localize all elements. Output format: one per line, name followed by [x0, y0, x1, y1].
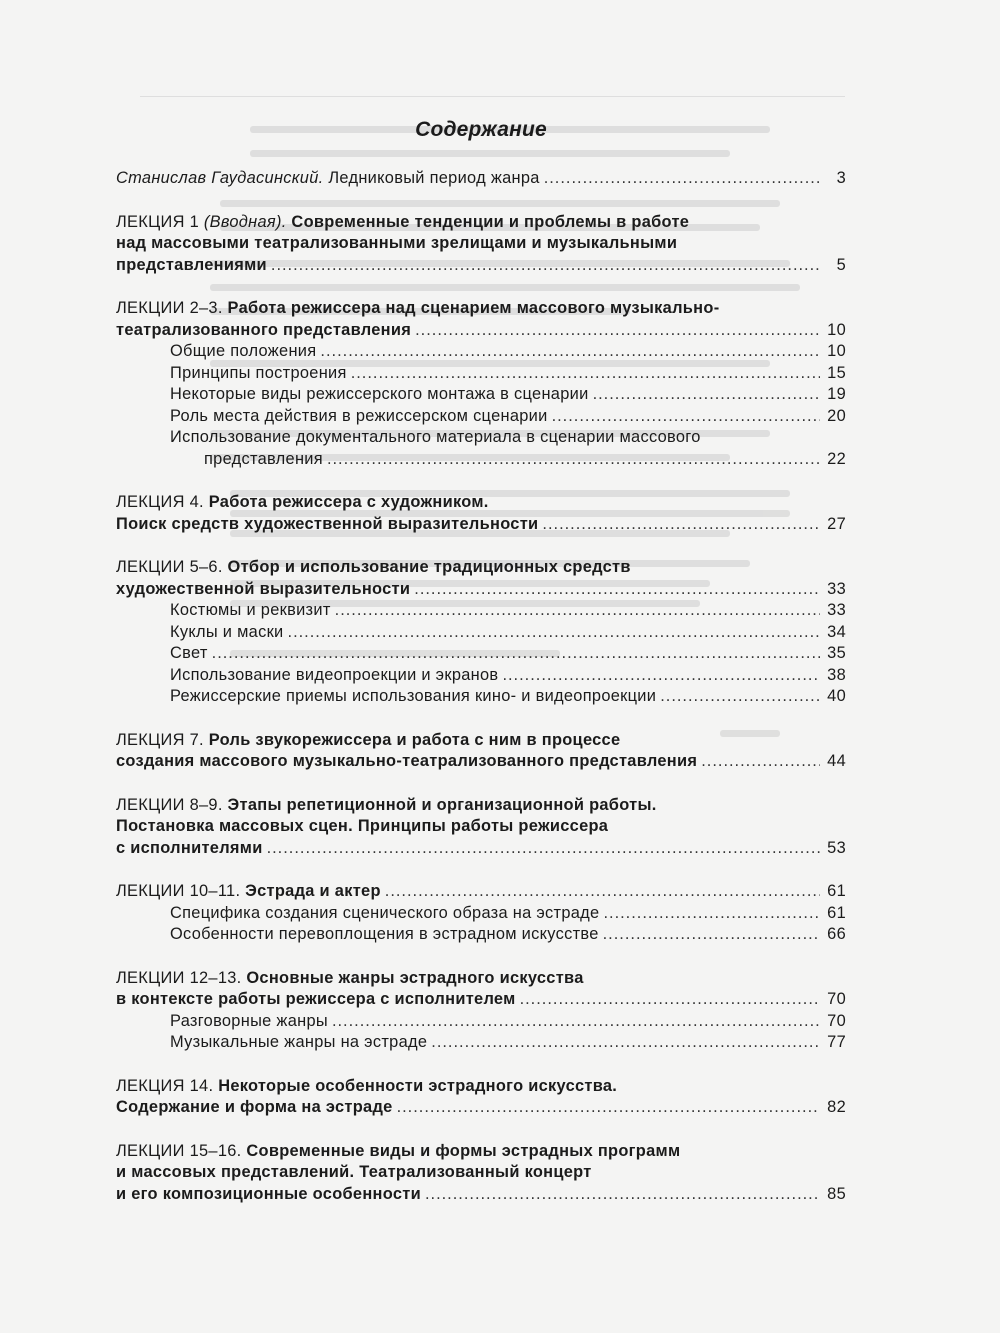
page-number: 19 [827, 385, 846, 403]
page-number: 66 [827, 925, 846, 943]
subentry-text: Особенности перевоплощения в эстрадном искусстве [170, 925, 599, 943]
dot-leader [414, 579, 820, 601]
page-number: 35 [827, 644, 846, 662]
toc-title: Содержание [415, 118, 547, 141]
page-number: 10 [827, 342, 846, 360]
lecture-label: ЛЕКЦИЯ 14. [116, 1076, 219, 1095]
dot-leader [502, 665, 820, 687]
toc-entry [116, 298, 846, 470]
toc-entry-line [116, 838, 846, 860]
page-number: 33 [827, 579, 846, 598]
subentry-text: Использование видеопроекции и экранов [170, 665, 499, 684]
toc-subentry [116, 363, 846, 385]
toc-entry-line [116, 233, 846, 255]
toc-entry-line [116, 989, 846, 1011]
subentry-text: Некоторые виды режиссерского монтажа в сценарии [170, 385, 589, 403]
page-number: 77 [827, 1033, 846, 1051]
toc-entry-text [116, 514, 538, 536]
page-number: 61 [827, 903, 846, 922]
subentry-text: Специфика создания сценического образа на эстраде [170, 903, 600, 922]
lecture-label: ЛЕКЦИИ 10–11. [116, 882, 246, 900]
toc-subentry [116, 449, 846, 471]
lecture-label: ЛЕКЦИИ 12–13. [116, 968, 247, 987]
toc-subentry [116, 600, 846, 622]
dot-leader [351, 363, 820, 385]
dot-leader [520, 989, 820, 1011]
dot-leader [271, 255, 820, 277]
toc-entry-line [116, 795, 846, 817]
subentry-text: Куклы и маски [170, 622, 284, 641]
page-number: 20 [827, 406, 846, 425]
entry-title: с исполнителями [116, 838, 263, 857]
toc-entry-line [116, 730, 846, 752]
dot-leader [397, 1097, 820, 1119]
entry-title: Некоторые особенности эстрадного искусства. [218, 1076, 618, 1095]
toc-entry-text [116, 838, 263, 860]
lecture-label: ЛЕКЦИИ 2–3. [116, 299, 228, 317]
italic-text: Станислав Гаудасинский. [116, 169, 324, 187]
dot-leader [431, 1032, 820, 1054]
toc-entry-text [116, 751, 697, 773]
dot-leader [415, 320, 820, 342]
toc-entry-text [116, 989, 516, 1011]
dot-leader [335, 600, 820, 622]
dot-leader [660, 686, 820, 708]
toc-entry-line [116, 298, 846, 320]
toc-entry-text [116, 320, 411, 342]
toc-subentry [116, 384, 846, 406]
dot-leader [332, 1011, 820, 1033]
dot-leader [603, 903, 820, 925]
entry-title: Этапы репетиционной и организационной работы. [227, 795, 657, 814]
entry-text: Ледниковый период жанра [323, 169, 540, 187]
toc-entry-text [116, 233, 677, 255]
toc-subentry [116, 903, 846, 925]
dot-leader [267, 838, 820, 860]
entry-title: художественной выразительности [116, 579, 411, 598]
toc-entry [116, 730, 846, 773]
lecture-label: ЛЕКЦИИ 15–16. [116, 1141, 247, 1160]
toc-entry-line [116, 1076, 846, 1098]
toc-subentry [116, 622, 846, 644]
toc-entry-text [116, 881, 381, 903]
lecture-label: ЛЕКЦИЯ 1 [116, 212, 204, 231]
toc-entry-line [116, 751, 846, 773]
entry-title: Поиск средств художественной выразительности [116, 514, 539, 533]
toc-entry-line [116, 816, 846, 838]
dot-leader [385, 881, 820, 903]
toc-entry [116, 968, 846, 1054]
subentry-text: Общие положения [170, 342, 317, 360]
entry-title: Современные тенденции и проблемы в работе [286, 212, 690, 231]
toc-entry [116, 492, 846, 535]
page-number: 5 [836, 255, 846, 274]
entry-title: Отбор и использование традиционных средств [227, 558, 631, 576]
subentry-text: Музыкальные жанры на эстраде [170, 1033, 428, 1051]
subentry-text: Использование документального материала в сценарии массового [170, 428, 701, 446]
entry-title: в контексте работы режиссера с исполнителем [116, 990, 516, 1008]
toc-subentry [116, 406, 846, 428]
dot-leader [288, 622, 820, 644]
toc-entry [116, 795, 846, 860]
toc-entry-text [116, 298, 719, 320]
toc-entry [116, 1076, 846, 1119]
page-number: 40 [827, 687, 846, 705]
toc-entry-text [116, 795, 657, 817]
italic-text: (Вводная). [203, 212, 287, 231]
toc-subentry [116, 341, 846, 363]
entry-title: Постановка массовых сцен. Принципы работы режиссера [116, 817, 609, 835]
dot-leader [593, 384, 820, 406]
toc-entry-text [116, 255, 267, 277]
dot-leader [544, 168, 820, 190]
entry-title: и массовых представлений. Театрализованный концерт [116, 1163, 592, 1181]
page-number: 53 [827, 838, 846, 857]
page-number: 34 [827, 622, 846, 641]
toc-entry-text [116, 579, 410, 601]
toc-entry-line [116, 168, 846, 190]
toc-entry [116, 881, 846, 946]
page-number: 61 [827, 882, 846, 900]
lecture-label: ЛЕКЦИИ 5–6. [116, 558, 228, 576]
page-number: 44 [827, 752, 846, 770]
dot-leader [542, 514, 820, 536]
entry-title: Работа режиссера с художником. [208, 493, 489, 511]
entry-title: Эстрада и актер [245, 882, 381, 900]
toc-subentry [116, 665, 846, 687]
toc-entry-text [116, 212, 689, 234]
toc-entry-text [116, 1076, 617, 1098]
dot-leader [425, 1184, 820, 1206]
subentry-text: представления [204, 449, 323, 468]
subentry-text: Костюмы и реквизит [170, 601, 331, 619]
toc-entries [116, 168, 846, 1205]
page-number: 70 [827, 1011, 846, 1030]
table-of-contents [116, 118, 846, 1227]
toc-entry-line [116, 492, 846, 514]
dot-leader [327, 449, 820, 471]
toc-subentry [116, 1032, 846, 1054]
entry-title: Роль звукорежиссера и работа с ним в процессе [208, 730, 621, 749]
page-number: 10 [827, 320, 846, 339]
toc-entry-text [116, 1162, 592, 1184]
entry-title: Содержание и форма на эстраде [116, 1098, 393, 1116]
toc-entry-text [116, 730, 620, 752]
entry-title: над массовыми театрализованными зрелищами и музыкальными [116, 234, 678, 252]
toc-entry-line [116, 1162, 846, 1184]
dot-leader [603, 924, 820, 946]
subentry-text: Разговорные жанры [170, 1011, 328, 1030]
toc-entry-line [116, 1141, 846, 1163]
page-number: 85 [827, 1184, 846, 1203]
toc-entry-text [116, 968, 584, 990]
subentry-text: Режиссерские приемы использования кино- и видеопроекции [170, 687, 657, 705]
lecture-label: ЛЕКЦИЯ 7. [116, 730, 209, 749]
toc-entry-line [116, 320, 846, 342]
toc-entry-text [116, 1184, 421, 1206]
page-number: 27 [827, 514, 846, 533]
entry-title: и его композиционные особенности [116, 1184, 421, 1203]
page-number: 3 [836, 169, 846, 187]
toc-entry [116, 557, 846, 708]
toc-entry-text [116, 492, 489, 514]
page-number: 15 [827, 363, 846, 382]
entry-title: создания массового музыкально-театрализованного представления [116, 752, 698, 770]
page-number: 22 [827, 449, 846, 468]
entry-title: Основные жанры эстрадного искусства [246, 968, 584, 987]
toc-subentry [116, 924, 846, 946]
toc-entry-line [116, 579, 846, 601]
toc-entry-line [116, 514, 846, 536]
page-number: 70 [827, 990, 846, 1008]
page-number: 38 [827, 665, 846, 684]
dot-leader [701, 751, 820, 773]
toc-subentry [116, 1011, 846, 1033]
toc-subentry [116, 643, 846, 665]
subentry-text: Принципы построения [170, 363, 347, 382]
lecture-label: ЛЕКЦИИ 8–9. [116, 795, 228, 814]
entry-title: представлениями [116, 255, 267, 274]
subentry-text: Свет [170, 644, 208, 662]
entry-title: театрализованного представления [116, 320, 412, 339]
toc-entry-line [116, 255, 846, 277]
toc-entry-line [116, 968, 846, 990]
dot-leader [212, 643, 820, 665]
toc-entry [116, 168, 846, 190]
toc-subentry [116, 686, 846, 708]
toc-entry-line [116, 212, 846, 234]
lecture-label: ЛЕКЦИЯ 4. [116, 493, 209, 511]
page-number: 33 [827, 601, 846, 619]
toc-entry-line [116, 557, 846, 579]
dot-leader [320, 341, 820, 363]
toc-entry-line [116, 1097, 846, 1119]
toc-entry-text [116, 557, 631, 579]
toc-entry-text [116, 168, 540, 190]
page-number: 82 [827, 1098, 846, 1116]
toc-entry [116, 212, 846, 277]
toc-entry [116, 1141, 846, 1206]
entry-title: Современные виды и формы эстрадных программ [246, 1141, 681, 1160]
subentry-text: Роль места действия в режиссерском сценарии [170, 406, 548, 425]
dot-leader [552, 406, 820, 428]
toc-subentry [116, 427, 846, 449]
toc-entry-text [116, 816, 608, 838]
toc-entry-text [116, 1141, 680, 1163]
toc-entry-line [116, 881, 846, 903]
entry-title: Работа режиссера над сценарием массового музыкально- [227, 299, 720, 317]
toc-entry-text [116, 1097, 393, 1119]
toc-entry-line [116, 1184, 846, 1206]
